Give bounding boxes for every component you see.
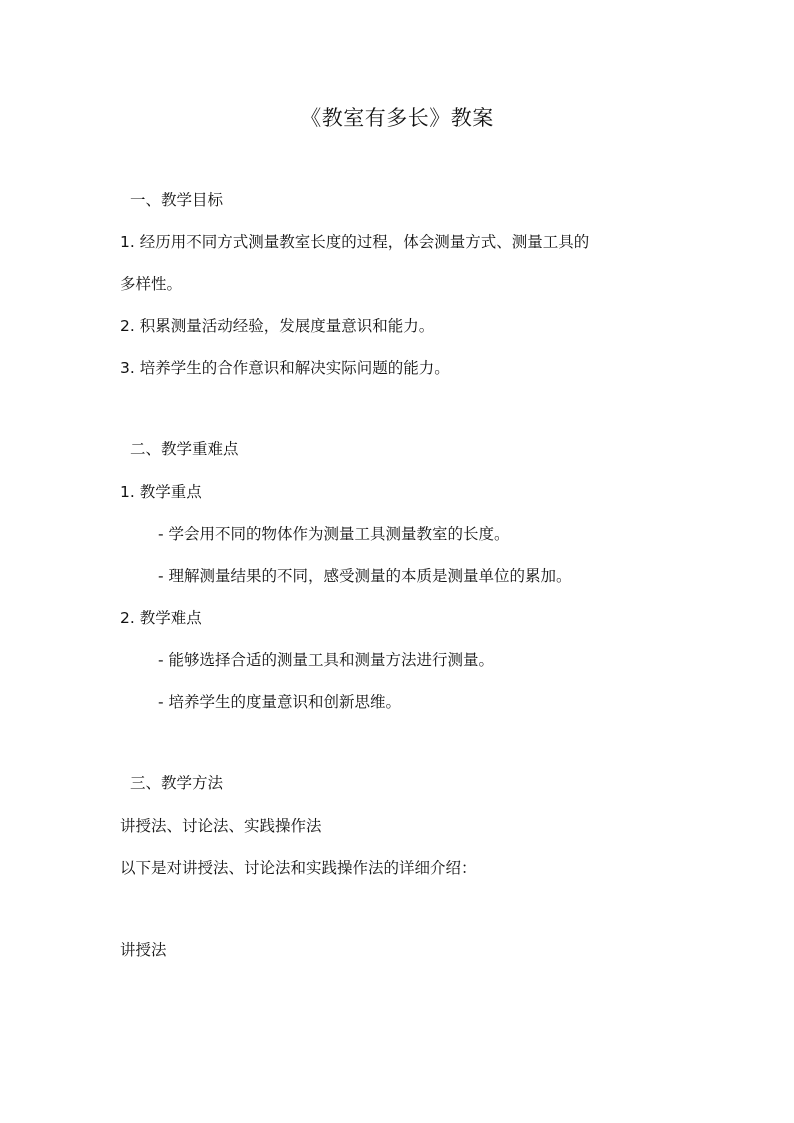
- document-title: 《教室有多长》教案: [300, 106, 494, 130]
- section-heading-objectives: 一、教学目标: [130, 191, 224, 209]
- section-heading-methods: 三、教学方法: [130, 774, 224, 792]
- difficult-point-item-1: - 能够选择合适的测量工具和测量方法进行测量。: [158, 651, 495, 669]
- key-point-item-1: - 学会用不同的物体作为测量工具测量教室的长度。: [158, 525, 510, 543]
- objective-item-1-continued: 多样性。: [120, 275, 183, 293]
- key-point-item-2: - 理解测量结果的不同，感受测量的本质是测量单位的累加。: [158, 567, 572, 585]
- key-points-label: 1. 教学重点: [120, 483, 202, 501]
- difficult-point-item-2: - 培养学生的度量意识和创新思维。: [158, 693, 402, 711]
- objective-item-3: 3. 培养学生的合作意识和解决实际问题的能力。: [120, 359, 450, 377]
- methods-intro: 以下是对讲授法、讨论法和实践操作法的详细介绍：: [120, 859, 477, 877]
- objective-item-2: 2. 积累测量活动经验，发展度量意识和能力。: [120, 317, 435, 335]
- objective-item-1: 1. 经历用不同方式测量教室长度的过程，体会测量方式、测量工具的: [120, 233, 590, 251]
- difficult-points-label: 2. 教学难点: [120, 609, 202, 627]
- methods-list: 讲授法、讨论法、实践操作法: [120, 817, 322, 835]
- lecture-method-heading: 讲授法: [120, 941, 167, 959]
- section-heading-key-difficult: 二、教学重难点: [130, 440, 239, 458]
